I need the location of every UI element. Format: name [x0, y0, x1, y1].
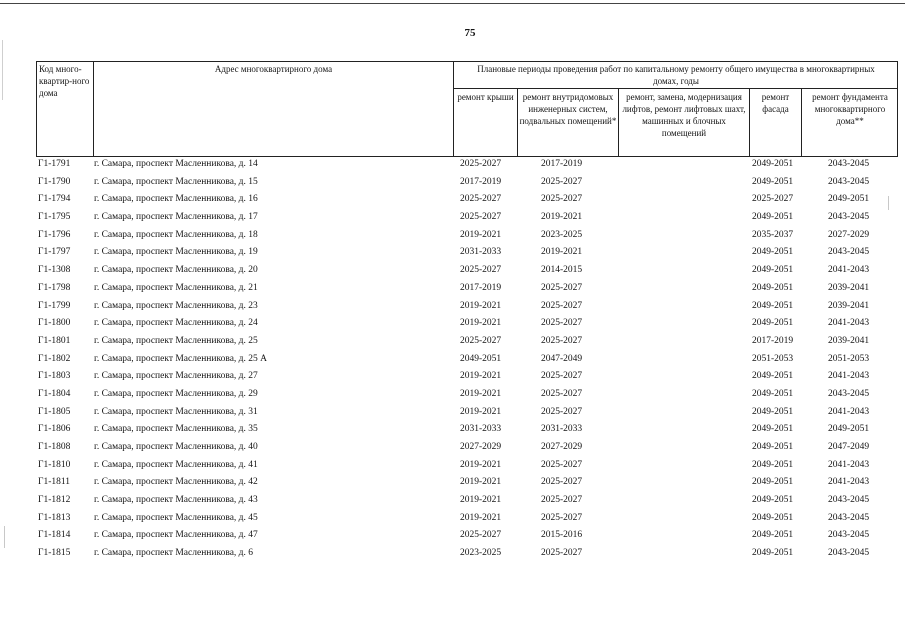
cell-address: г. Самара, проспект Масленникова, д. 24 [94, 318, 258, 329]
cell-roof: 2025-2027 [460, 159, 502, 169]
cell-facade: 2049-2051 [752, 530, 794, 541]
cell-address: г. Самара, проспект Масленникова, д. 47 [94, 530, 258, 541]
cell-facade: 2049-2051 [752, 212, 794, 223]
table-row [36, 263, 898, 281]
table-header [36, 61, 898, 157]
cell-code: Г1-1795 [38, 212, 71, 223]
table-row [36, 228, 898, 246]
cell-facade: 2049-2051 [752, 477, 794, 488]
cell-systems: 2019-2021 [541, 212, 583, 223]
cell-code: Г1-1815 [38, 548, 71, 559]
cell-foundation: 2041-2043 [828, 459, 870, 470]
cell-roof: 2019-2021 [460, 371, 502, 382]
cell-address: г. Самара, проспект Масленникова, д. 25 [94, 335, 258, 346]
table-row [36, 475, 898, 493]
cell-code: Г1-1811 [38, 477, 71, 488]
cell-facade: 2049-2051 [752, 318, 794, 329]
cell-address: г. Самара, проспект Масленникова, д. 45 [94, 512, 258, 523]
cell-code: Г1-1813 [38, 512, 71, 523]
cell-systems: 2025-2027 [541, 512, 583, 523]
table-row [36, 405, 898, 423]
table-row [36, 210, 898, 228]
cell-roof: 2019-2021 [460, 406, 502, 417]
cell-systems: 2015-2016 [541, 530, 583, 541]
table-row [36, 299, 898, 317]
table-row [36, 387, 898, 405]
cell-address: г. Самара, проспект Масленникова, д. 41 [94, 459, 258, 470]
cell-code: Г1-1797 [38, 247, 71, 258]
table-row [36, 422, 898, 440]
scan-artifact [4, 526, 5, 548]
cell-foundation: 2041-2043 [828, 406, 870, 417]
table-row [36, 440, 898, 458]
cell-systems: 2025-2027 [541, 300, 583, 311]
table-row [36, 493, 898, 511]
cell-code: Г1-1804 [38, 388, 71, 399]
cell-code: Г1-1810 [38, 459, 71, 470]
cell-code: Г1-1791 [38, 159, 71, 169]
cell-systems: 2019-2021 [541, 247, 583, 258]
cell-roof: 2019-2021 [460, 512, 502, 523]
cell-address: г. Самара, проспект Масленникова, д. 29 [94, 388, 258, 399]
top-border-line [0, 3, 905, 4]
cell-address: г. Самара, проспект Масленникова, д. 20 [94, 265, 258, 276]
cell-roof: 2031-2033 [460, 247, 502, 258]
cell-facade: 2049-2051 [752, 442, 794, 452]
cell-systems: 2025-2027 [541, 459, 583, 470]
cell-roof: 2023-2025 [460, 548, 502, 559]
cell-systems: 2025-2027 [541, 388, 583, 399]
cell-facade: 2017-2019 [752, 335, 794, 346]
cell-foundation: 2039-2041 [828, 335, 870, 346]
cell-facade: 2051-2053 [752, 353, 794, 364]
cell-systems: 2025-2027 [541, 335, 583, 346]
scan-artifact [888, 196, 889, 210]
cell-code: Г1-1794 [38, 194, 71, 205]
cell-code: Г1-1799 [38, 300, 71, 311]
cell-roof: 2025-2027 [460, 335, 502, 346]
cell-systems: 2047-2049 [541, 353, 583, 364]
cell-address: г. Самара, проспект Масленникова, д. 6 [94, 548, 253, 559]
cell-address: г. Самара, проспект Масленникова, д. 40 [94, 442, 258, 452]
cell-address: г. Самара, проспект Масленникова, д. 25 А [94, 353, 267, 364]
table-row [36, 352, 898, 370]
cell-address: г. Самара, проспект Масленникова, д. 43 [94, 495, 258, 506]
header-foundation: ремонт фундамента многоквартирного дома** [812, 92, 888, 126]
header-systems: ремонт внутридомовых инженерных систем, подвальных помещений* [519, 92, 617, 126]
cell-facade: 2049-2051 [752, 300, 794, 311]
cell-foundation: 2041-2043 [828, 318, 870, 329]
cell-code: Г1-1308 [38, 265, 71, 276]
cell-systems: 2025-2027 [541, 176, 583, 187]
cell-foundation: 2049-2051 [828, 194, 870, 205]
cell-address: г. Самара, проспект Масленникова, д. 21 [94, 282, 258, 293]
cell-facade: 2049-2051 [752, 406, 794, 417]
cell-foundation: 2041-2043 [828, 371, 870, 382]
table-row [36, 316, 898, 334]
cell-foundation: 2043-2045 [828, 159, 870, 169]
table-row [36, 546, 898, 564]
table-row [36, 334, 898, 352]
cell-roof: 2019-2021 [460, 388, 502, 399]
cell-code: Г1-1814 [38, 530, 71, 541]
cell-code: Г1-1796 [38, 229, 71, 240]
table-row [36, 369, 898, 387]
cell-roof: 2019-2021 [460, 300, 502, 311]
cell-foundation: 2041-2043 [828, 265, 870, 276]
cell-facade: 2025-2027 [752, 194, 794, 205]
cell-roof: 2019-2021 [460, 318, 502, 329]
cell-foundation: 2039-2041 [828, 300, 870, 311]
cell-facade: 2049-2051 [752, 459, 794, 470]
cell-roof: 2025-2027 [460, 265, 502, 276]
cell-code: Г1-1801 [38, 335, 71, 346]
header-facade: ремонт фасада [761, 92, 790, 114]
cell-foundation: 2039-2041 [828, 282, 870, 293]
cell-foundation: 2043-2045 [828, 212, 870, 223]
cell-roof: 2025-2027 [460, 194, 502, 205]
cell-facade: 2049-2051 [752, 548, 794, 559]
cell-address: г. Самара, проспект Масленникова, д. 42 [94, 477, 258, 488]
cell-address: г. Самара, проспект Масленникова, д. 15 [94, 176, 258, 187]
page-number: 75 [464, 27, 476, 39]
cell-foundation: 2043-2045 [828, 530, 870, 541]
cell-facade: 2049-2051 [752, 282, 794, 293]
table-row [36, 192, 898, 210]
cell-roof: 2019-2021 [460, 477, 502, 488]
cell-address: г. Самара, проспект Масленникова, д. 35 [94, 424, 258, 435]
cell-foundation: 2041-2043 [828, 477, 870, 488]
cell-systems: 2031-2033 [541, 424, 583, 435]
cell-code: Г1-1812 [38, 495, 71, 506]
cell-roof: 2019-2021 [460, 459, 502, 470]
cell-facade: 2049-2051 [752, 371, 794, 382]
cell-roof: 2019-2021 [460, 495, 502, 506]
cell-foundation: 2049-2051 [828, 424, 870, 435]
cell-foundation: 2043-2045 [828, 247, 870, 258]
cell-code: Г1-1803 [38, 371, 71, 382]
cell-systems: 2025-2027 [541, 477, 583, 488]
cell-roof: 2049-2051 [460, 353, 502, 364]
cell-code: Г1-1802 [38, 353, 71, 364]
cell-code: Г1-1806 [38, 424, 71, 435]
cell-systems: 2023-2025 [541, 229, 583, 240]
cell-systems: 2025-2027 [541, 194, 583, 205]
cell-systems: 2025-2027 [541, 406, 583, 417]
header-lifts: ремонт, замена, модернизация лифтов, ремонт лифтовых шахт, машинных и блочных помещений [622, 92, 746, 138]
cell-facade: 2049-2051 [752, 495, 794, 506]
cell-systems: 2025-2027 [541, 318, 583, 329]
table-row [36, 458, 898, 476]
cell-address: г. Самара, проспект Масленникова, д. 14 [94, 159, 258, 169]
header-address: Адрес многоквартирного дома [214, 64, 333, 74]
cell-systems: 2025-2027 [541, 371, 583, 382]
table-row [36, 281, 898, 299]
cell-facade: 2049-2051 [752, 176, 794, 187]
cell-facade: 2035-2037 [752, 229, 794, 240]
cell-address: г. Самара, проспект Масленникова, д. 31 [94, 406, 258, 417]
header-roof: ремонт крыши [457, 92, 514, 102]
cell-address: г. Самара, проспект Масленникова, д. 27 [94, 371, 258, 382]
cell-systems: 2025-2027 [541, 495, 583, 506]
cell-systems: 2017-2019 [541, 159, 583, 169]
cell-roof: 2019-2021 [460, 229, 502, 240]
cell-roof: 2025-2027 [460, 530, 502, 541]
table-row [36, 157, 898, 175]
header-code: Код много-квартир-ного дома [39, 64, 90, 98]
cell-systems: 2025-2027 [541, 282, 583, 293]
cell-systems: 2025-2027 [541, 548, 583, 559]
cell-foundation: 2043-2045 [828, 548, 870, 559]
cell-systems: 2014-2015 [541, 265, 583, 276]
cell-facade: 2049-2051 [752, 424, 794, 435]
cell-roof: 2017-2019 [460, 176, 502, 187]
cell-code: Г1-1790 [38, 176, 71, 187]
cell-roof: 2027-2029 [460, 442, 502, 452]
table-row [36, 511, 898, 529]
cell-code: Г1-1800 [38, 318, 71, 329]
cell-facade: 2049-2051 [752, 388, 794, 399]
cell-systems: 2027-2029 [541, 442, 583, 452]
cell-facade: 2049-2051 [752, 265, 794, 276]
cell-foundation: 2043-2045 [828, 176, 870, 187]
cell-address: г. Самара, проспект Масленникова, д. 17 [94, 212, 258, 223]
cell-foundation: 2043-2045 [828, 388, 870, 399]
cell-foundation: 2043-2045 [828, 495, 870, 506]
cell-address: г. Самара, проспект Масленникова, д. 19 [94, 247, 258, 258]
cell-roof: 2025-2027 [460, 212, 502, 223]
cell-facade: 2049-2051 [752, 247, 794, 258]
cell-roof: 2031-2033 [460, 424, 502, 435]
cell-roof: 2017-2019 [460, 282, 502, 293]
cell-address: г. Самара, проспект Масленникова, д. 18 [94, 229, 258, 240]
table-row [36, 245, 898, 263]
cell-address: г. Самара, проспект Масленникова, д. 23 [94, 300, 258, 311]
cell-foundation: 2043-2045 [828, 512, 870, 523]
cell-address: г. Самара, проспект Масленникова, д. 16 [94, 194, 258, 205]
scan-artifact [2, 40, 3, 100]
cell-foundation: 2051-2053 [828, 353, 870, 364]
cell-foundation: 2027-2029 [828, 229, 870, 240]
cell-code: Г1-1798 [38, 282, 71, 293]
cell-code: Г1-1808 [38, 442, 71, 452]
cell-code: Г1-1805 [38, 406, 71, 417]
table-body [36, 157, 898, 564]
header-periods: Плановые периоды проведения работ по капитальному ремонту общего имущества в многоквартирных домах, годы [477, 64, 875, 86]
table-row [36, 175, 898, 193]
cell-facade: 2049-2051 [752, 512, 794, 523]
table-row [36, 528, 898, 546]
cell-foundation: 2047-2049 [828, 442, 870, 452]
cell-facade: 2049-2051 [752, 159, 794, 169]
